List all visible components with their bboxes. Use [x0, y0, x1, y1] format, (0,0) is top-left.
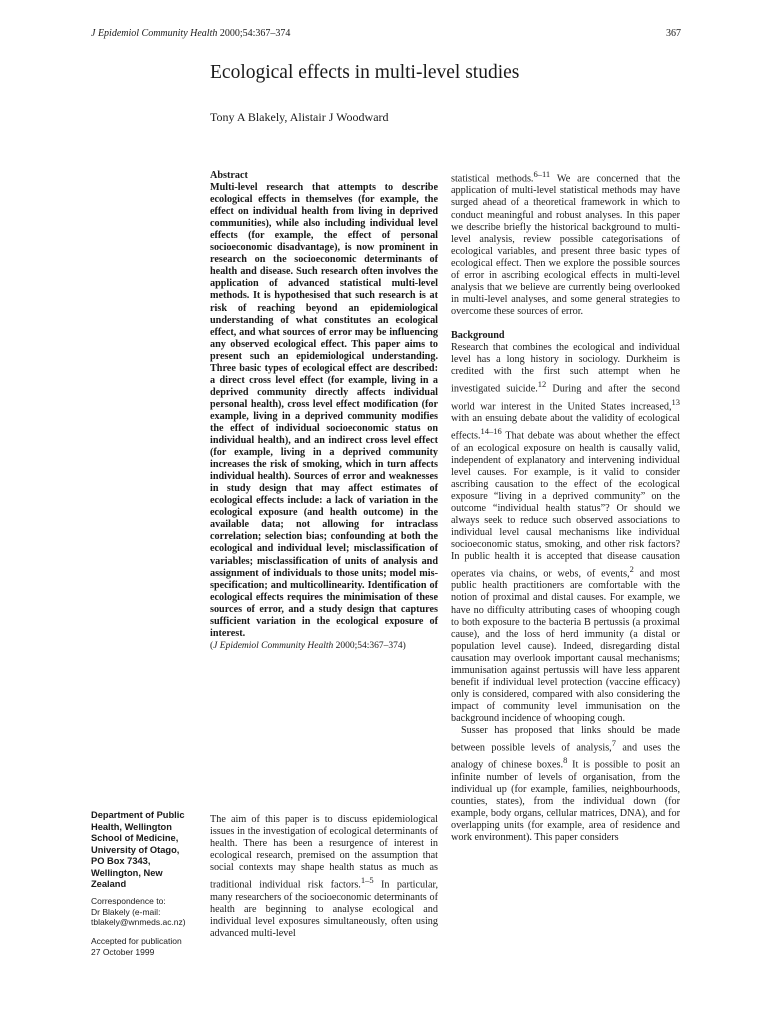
text: and uses the analogy of chinese boxes.	[451, 742, 680, 771]
affiliation-line: Health, Wellington	[91, 821, 172, 832]
reference-sup: 6–11	[533, 169, 551, 179]
affiliation-line: PO Box 7343,	[91, 856, 151, 866]
page-number: 367	[666, 28, 681, 39]
intro-text: The aim of this paper is to discuss epidemiological issues in the investigation of ecological determinants of health. There has been a resurgence of interest in ecological research, premised on the assumption that social contexts may shape health status as much as traditional individual risk factors.	[210, 814, 438, 891]
text: Research that combines the ecological and individual level has a long history in sociology. Durkheim is credited with the first such attempt when he investigated suicide.	[451, 342, 680, 395]
reference-sup: 2	[629, 563, 634, 574]
text: Susser has proposed that links should be made between possible levels of analysis,	[451, 724, 680, 754]
reference-sup: 13	[671, 396, 680, 407]
paragraph	[451, 168, 680, 318]
text: with an ensuing debate about the validity of ecological effects.	[451, 413, 680, 442]
citation-journal: J Epidemiol Community Health	[213, 640, 334, 651]
accepted-line: Accepted for publication	[91, 936, 182, 946]
abstract-heading: Abstract	[210, 170, 248, 181]
journal-citation	[91, 28, 290, 39]
correspondence-line: Dr Blakely (e-mail:	[91, 906, 161, 917]
text: It is possible to posit an infinite number of levels of organisation, from the individual up (for example, families, neighbourhoods, counties, states), from the individual down (for example, body organs, cellular matrices, DNA), and for overlapping units (for example, area of residence and work environment). This paper considers	[451, 759, 680, 844]
affiliation-line: School of Medicine,	[91, 833, 179, 843]
intro-column	[210, 814, 438, 940]
running-header	[91, 28, 681, 39]
text: That debate was about whether the effect of an ecological exposure on health is causally valid, independent of explanatory and intervening individual level causes. For example, is it valid to consider ascribing causation to the effect of the ecological exposure “living in a deprived community” on the outcome “individual health status”? Or should we always seek to reduce such observed associations to individual level causal mechanisms like individual socioeconomic status, smoking, and other risk factors? In public health it is accepted that disease causation operates via chains, or webs, of events,	[451, 430, 680, 580]
affiliation-block	[91, 810, 196, 891]
correspondence-email[interactable]: tblakely@wnmeds.ac.nz)	[91, 917, 186, 927]
accepted-date: 27 October 1999	[91, 946, 155, 957]
reference-sup: 12	[537, 379, 547, 390]
affiliation-line: Zealand	[91, 879, 127, 889]
reference-sup: 1–5	[360, 875, 374, 886]
correspondence-block	[91, 896, 196, 928]
intro-paragraph	[210, 814, 438, 940]
citation-open: (	[210, 640, 214, 651]
accepted-block	[91, 936, 196, 957]
article-authors: Tony A Blakely, Alistair J Woodward	[210, 110, 389, 124]
reference-sup: 8	[563, 755, 568, 766]
article-title: Ecological effects in multi-level studies	[210, 62, 520, 83]
abstract-citation	[210, 640, 438, 652]
abstract-column	[210, 170, 438, 652]
affiliation-line: University of Otago,	[91, 844, 180, 855]
section-heading-background: Background	[451, 329, 505, 341]
intro-text: In particular, many researchers of the socioeconomic determinants of health are beginning to analyse ecological and individual level exposures simultaneously, often using advanced multi-level	[210, 879, 438, 939]
reference-sup: 7	[611, 738, 616, 749]
text: We are concerned that the application of multi-level statistical methods may have surged ahead of a theoretical framework in which to conduct meaningful and robust analyses. In this paper we describe briefly the historical background to multi-level analysis, review possible categorisations of ecological variables, and present three basic types of ecological effect. Then we explore the possible sources of error in ascribing ecological effects in multi-level analysis that we believe are currently being overlooked in multi-level analyses, and some general strategies to overcome these sources of error.	[451, 173, 680, 317]
citation-rest: 2000;54:367–374)	[335, 640, 406, 651]
journal-name: J Epidemiol Community Health	[91, 28, 218, 39]
correspondence-line: Correspondence to:	[91, 896, 166, 906]
abstract-body: Multi-level research that attempts to describe ecological effects in themselves (for example, the effect on individual health from living in deprived communities), while also including individual level effects (for example, the effect of personal socioeconomic disadvantage), is now prominent in research on the socioeconomic determinants of health and disease. Such research often involves the application of advanced statistical multi-level methods. It is hypothesised that such research is at risk of reaching beyond an epidemiological understanding of what constitutes an ecological effect, and what sources of error may be influencing any observed ecological effect. This paper aims to present such an epidemiological understanding. Three basic types of ecological effect are described: a direct cross level effect (for example, living in a deprived community directly affects individual personal health), cross level effect modification (for example, living in a deprived community modifies the effect of individual socioeconomic status on individual health), and an indirect cross level effect (for example, living in a deprived community increases the risk of smoking, which in turn affects individual health). Sources of error and weaknesses in study design that may affect estimates of ecological effects include: a lack of variation in the ecological exposure (and health outcome) in the available data; not allowing for intraclass correlation; selection bias; confounding at both the ecological and individual level; misclassification of variables; misclassification of units of analysis and assignment of individuals to those units; model mis-specification; and multicollinearity. Identification of ecological effects requires the minimisation of these sources of error, and a study design that captures sufficient variation in the ecological exposure of interest.	[210, 182, 438, 639]
text: During and after the second world war interest in the United States increased,	[451, 383, 680, 412]
paragraph	[451, 725, 680, 844]
text: statistical methods.	[451, 173, 534, 185]
paragraph	[451, 342, 680, 725]
volume-pages: 2000;54:367–374	[219, 28, 291, 39]
reference-sup: 14–16	[480, 426, 502, 437]
affiliation-line: Department of Public	[91, 810, 185, 820]
text: and most public health practitioners are comfortable with the notion of proximal and distal causes. For example, we have no difficulty attributing cases of whooping cough to both exposure to the bacteria B pertussis (a proximal cause), and the loss of herd immunity (a distal or population level cause). Indeed, disregarding distal causation may overlook important causal mechanisms; immunisation against pertussis will have less apparent benefit if individual level protection (vaccine efficacy) only is considered, compared with also considering the impact of community level immunisation on the background incidence of whooping cough.	[451, 568, 680, 724]
right-column	[451, 168, 680, 844]
affiliation-line: Wellington, New	[91, 867, 163, 878]
